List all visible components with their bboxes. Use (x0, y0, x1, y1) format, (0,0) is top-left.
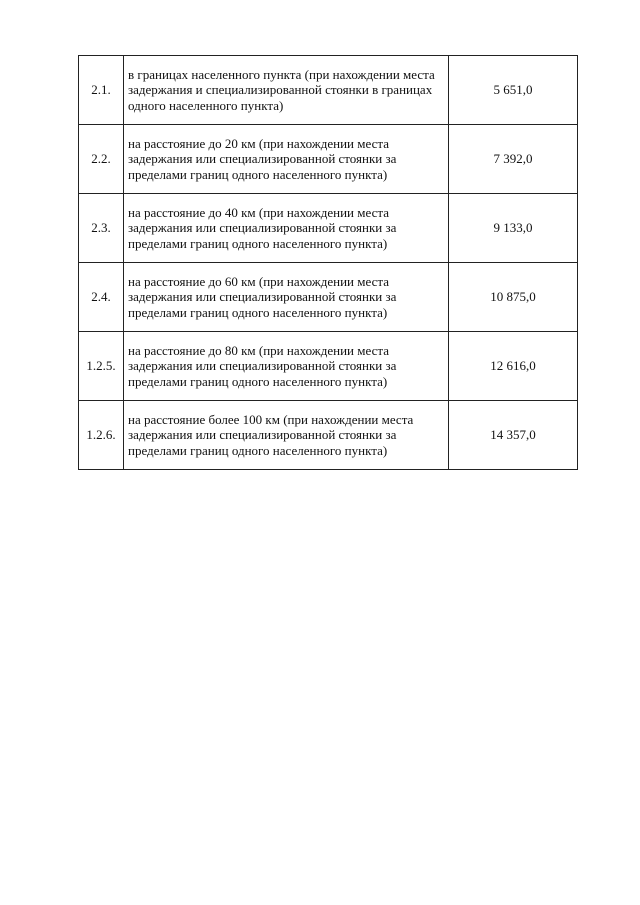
row-price: 9 133,0 (449, 194, 578, 263)
row-price: 5 651,0 (449, 56, 578, 125)
row-description: на расстояние более 100 км (при нахождении места задержания или специализированной стоянки за пределами границ одного населенного пункта) (124, 401, 449, 470)
tariff-table (78, 55, 578, 470)
row-description: на расстояние до 40 км (при нахождении места задержания или специализированной стоянки за пределами границ одного населенного пункта) (124, 194, 449, 263)
row-description: на расстояние до 80 км (при нахождении места задержания или специализированной стоянки за пределами границ одного населенного пункта) (124, 332, 449, 401)
row-number: 2.1. (79, 56, 124, 125)
row-price: 14 357,0 (449, 401, 578, 470)
row-price: 12 616,0 (449, 332, 578, 401)
row-number: 2.2. (79, 125, 124, 194)
row-number: 2.4. (79, 263, 124, 332)
table-row (79, 194, 578, 263)
table-row (79, 125, 578, 194)
row-description: на расстояние до 20 км (при нахождении места задержания или специализированной стоянки за пределами границ одного населенного пункта) (124, 125, 449, 194)
table-row (79, 332, 578, 401)
row-description: на расстояние до 60 км (при нахождении места задержания или специализированной стоянки за пределами границ одного населенного пункта) (124, 263, 449, 332)
row-number: 1.2.5. (79, 332, 124, 401)
row-price: 10 875,0 (449, 263, 578, 332)
table-row (79, 263, 578, 332)
table-row (79, 401, 578, 470)
table-row (79, 56, 578, 125)
row-number: 1.2.6. (79, 401, 124, 470)
row-number: 2.3. (79, 194, 124, 263)
row-description: в границах населенного пункта (при нахождении места задержания и специализированной стоянки в границах одного населенного пункта) (124, 56, 449, 125)
row-price: 7 392,0 (449, 125, 578, 194)
